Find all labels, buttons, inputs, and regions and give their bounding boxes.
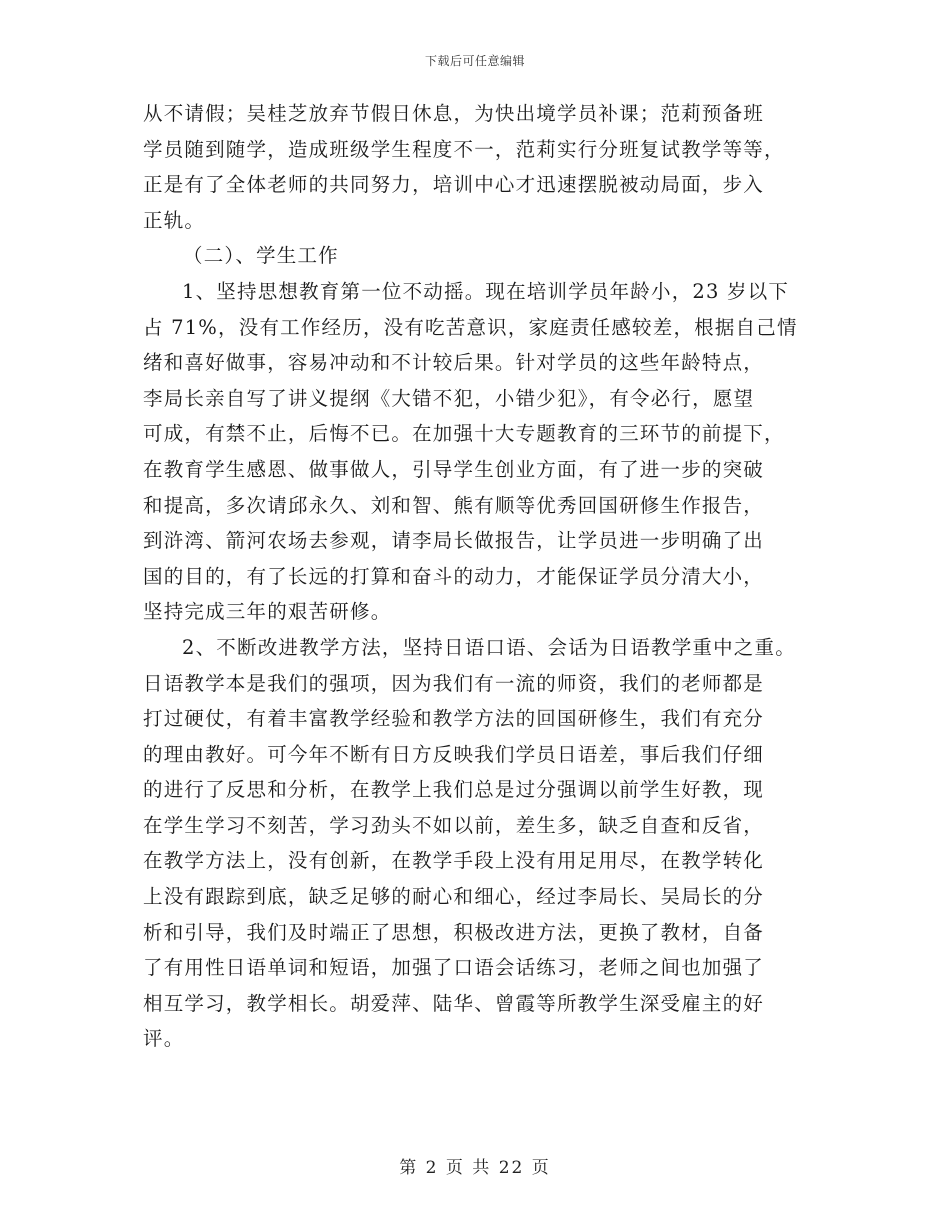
document-body xyxy=(143,96,843,1057)
body-line: 打过硬仗，有着丰富教学经验和教学方法的回国研修生，我们有充分 xyxy=(143,707,765,731)
body-line: 相互学习，教学相长。胡爱萍、陆华、曾霞等所教学生深受雇主的好 xyxy=(143,991,765,1015)
body-line: 在教学方法上，没有创新，在教学手段上没有用足用尽，在教学转化 xyxy=(143,849,765,873)
body-line: 正是有了全体老师的共同努力，培训中心才迅速摆脱被动局面，步入 xyxy=(143,173,765,197)
page-number: 第 2 页 共 22 页 xyxy=(399,1158,551,1178)
body-line: 从不请假；吴桂芝放弃节假日休息，为快出境学员补课；范莉预备班 xyxy=(143,102,765,125)
body-line: 上没有跟踪到底，缺乏足够的耐心和细心，经过李局长、吴局长的分 xyxy=(143,885,765,909)
body-line: 坚持完成三年的艰苦研修。 xyxy=(143,600,392,624)
section-heading: （二）、学生工作 xyxy=(183,244,339,268)
body-line: 析和引导，我们及时端正了思想，积极改进方法，更换了教材，自备 xyxy=(143,920,765,944)
body-line: 可成，有禁不止，后悔不已。在加强十大专题教育的三环节的前提下， xyxy=(143,422,785,446)
body-line: 了有用性日语单词和短语，加强了口语会话练习，老师之间也加强了 xyxy=(143,956,765,980)
body-line: 正轨。 xyxy=(143,208,206,232)
body-line: 的理由教好。可今年不断有日方反映我们学员日语差，事后我们仔细 xyxy=(143,742,765,766)
body-line: 2、不断改进教学方法，坚持日语口语、会话为日语教学重中之重。 xyxy=(182,635,796,659)
body-line: 和提高，多次请邱永久、刘和智、熊有顺等优秀回国研修生作报告， xyxy=(143,493,765,517)
body-line: 评。 xyxy=(143,1027,185,1051)
body-line: 1、坚持思想教育第一位不动摇。现在培训学员年龄小，23 岁以下 xyxy=(182,279,790,303)
body-line: 学员随到随学，造成班级学生程度不一，范莉实行分班复试教学等等， xyxy=(143,137,785,161)
body-line: 国的目的，有了长远的打算和奋斗的动力，才能保证学员分清大小， xyxy=(143,564,765,588)
body-line: 李局长亲自写了讲义提纲《大错不犯，小错少犯》，有令必行，愿望 xyxy=(143,386,755,410)
body-line: 的进行了反思和分析，在教学上我们总是过分强调以前学生好教，现 xyxy=(143,778,765,802)
body-line: 在学生学习不刻苦，学习劲头不如以前，差生多，缺乏自查和反省， xyxy=(143,813,765,837)
body-line: 占 71%，没有工作经历，没有吃苦意识，家庭责任感较差，根据自己情 xyxy=(143,315,798,339)
body-line: 绪和喜好做事，容易冲动和不计较后果。针对学员的这些年龄特点， xyxy=(143,351,765,375)
body-line: 到浒湾、箭河农场去参观，请李局长做报告，让学员进一步明确了出 xyxy=(143,529,765,553)
body-line: 在教育学生感恩、做事做人，引导学生创业方面，有了进一步的突破 xyxy=(143,457,765,481)
page-header: 下载后可任意编辑 xyxy=(424,54,525,68)
body-line: 日语教学本是我们的强项，因为我们有一流的师资，我们的老师都是 xyxy=(143,671,765,695)
